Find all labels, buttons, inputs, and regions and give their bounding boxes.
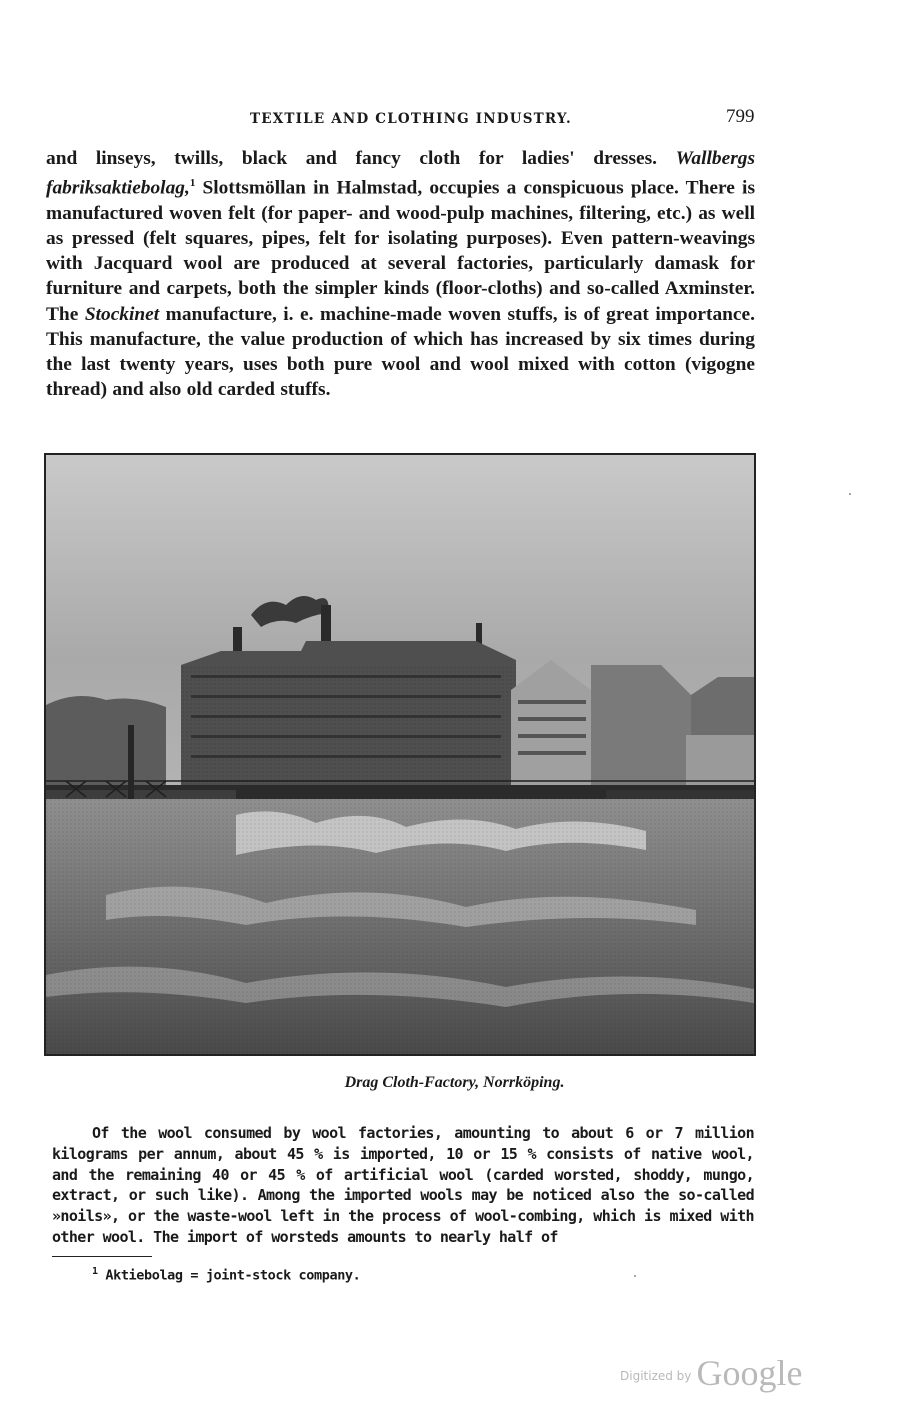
stockinet-term: Stockinet (84, 303, 160, 325)
running-header: TEXTILE AND CLOTHING INDUSTRY. (250, 111, 572, 127)
trees (46, 696, 166, 785)
text-run: manufacture, i. e. machine-made woven stuffs, is of great importance. This manufacture, the value production of which has increased by six times during the last twenty years, uses both pure wool and wool mixed with cotton (vigogne thread) and also old carded stuffs. (46, 303, 755, 401)
body-paragraph-2 (52, 1123, 754, 1248)
bold-term: wool consumed (158, 1124, 272, 1142)
scan-speck (634, 1275, 636, 1277)
footnote-text: Aktiebolag = joint-stock company. (105, 1267, 361, 1284)
watermark-prefix: Digitized by (620, 1369, 692, 1383)
chimney (321, 605, 331, 645)
text-run: Slottsmöllan in Halmstad, occupies a conspicuous place. There is manufactured woven felt (for paper- and wood-pulp machines, filtering, etc.) as well as pressed (felt squares, pipes, felt for isolating purposes). Even pattern-weavings with Jacquard wool are produced at several factories, particularly damask for furniture and carpets, both the simpler kinds (floor-cloths) and so-called Axminster. The (46, 177, 755, 325)
text-run: Of the (92, 1124, 159, 1142)
side-building (591, 665, 691, 785)
footnote-reference: 1 (189, 177, 196, 190)
company-name: Wallbergs fabriksaktiebolag, (46, 148, 755, 199)
text-run: and linseys, twills, black and fancy cloth for ladies' dresses. (46, 148, 676, 169)
footnote-rule (52, 1256, 152, 1257)
body-paragraph-1 (46, 146, 755, 403)
scan-speck (849, 493, 851, 495)
page-number: 799 (726, 106, 755, 127)
google-watermark (620, 1352, 802, 1394)
factory-illustration (46, 455, 754, 1054)
factory-photograph (44, 453, 756, 1056)
google-logo-text: Google (696, 1353, 803, 1393)
footnote (92, 1266, 360, 1284)
text-run: by wool factories, amounting to about 6 or 7 million kilograms per annum, about 45 % is imported, 10 or 15 % consists of native wool, and the remaining 40 or 45 % of artificial wool (carded worsted, shoddy, mungo, extract, or such like). Among the imported wools may be noticed also the so-called »noils», or the waste-wool left in the process of wool-combing, which is mixed with other wool. The import of worsteds amounts to nearly half of (52, 1124, 754, 1246)
figure-caption: Drag Cloth-Factory, Norrköping. (344, 1074, 565, 1091)
footnote-marker: 1 (92, 1266, 98, 1277)
